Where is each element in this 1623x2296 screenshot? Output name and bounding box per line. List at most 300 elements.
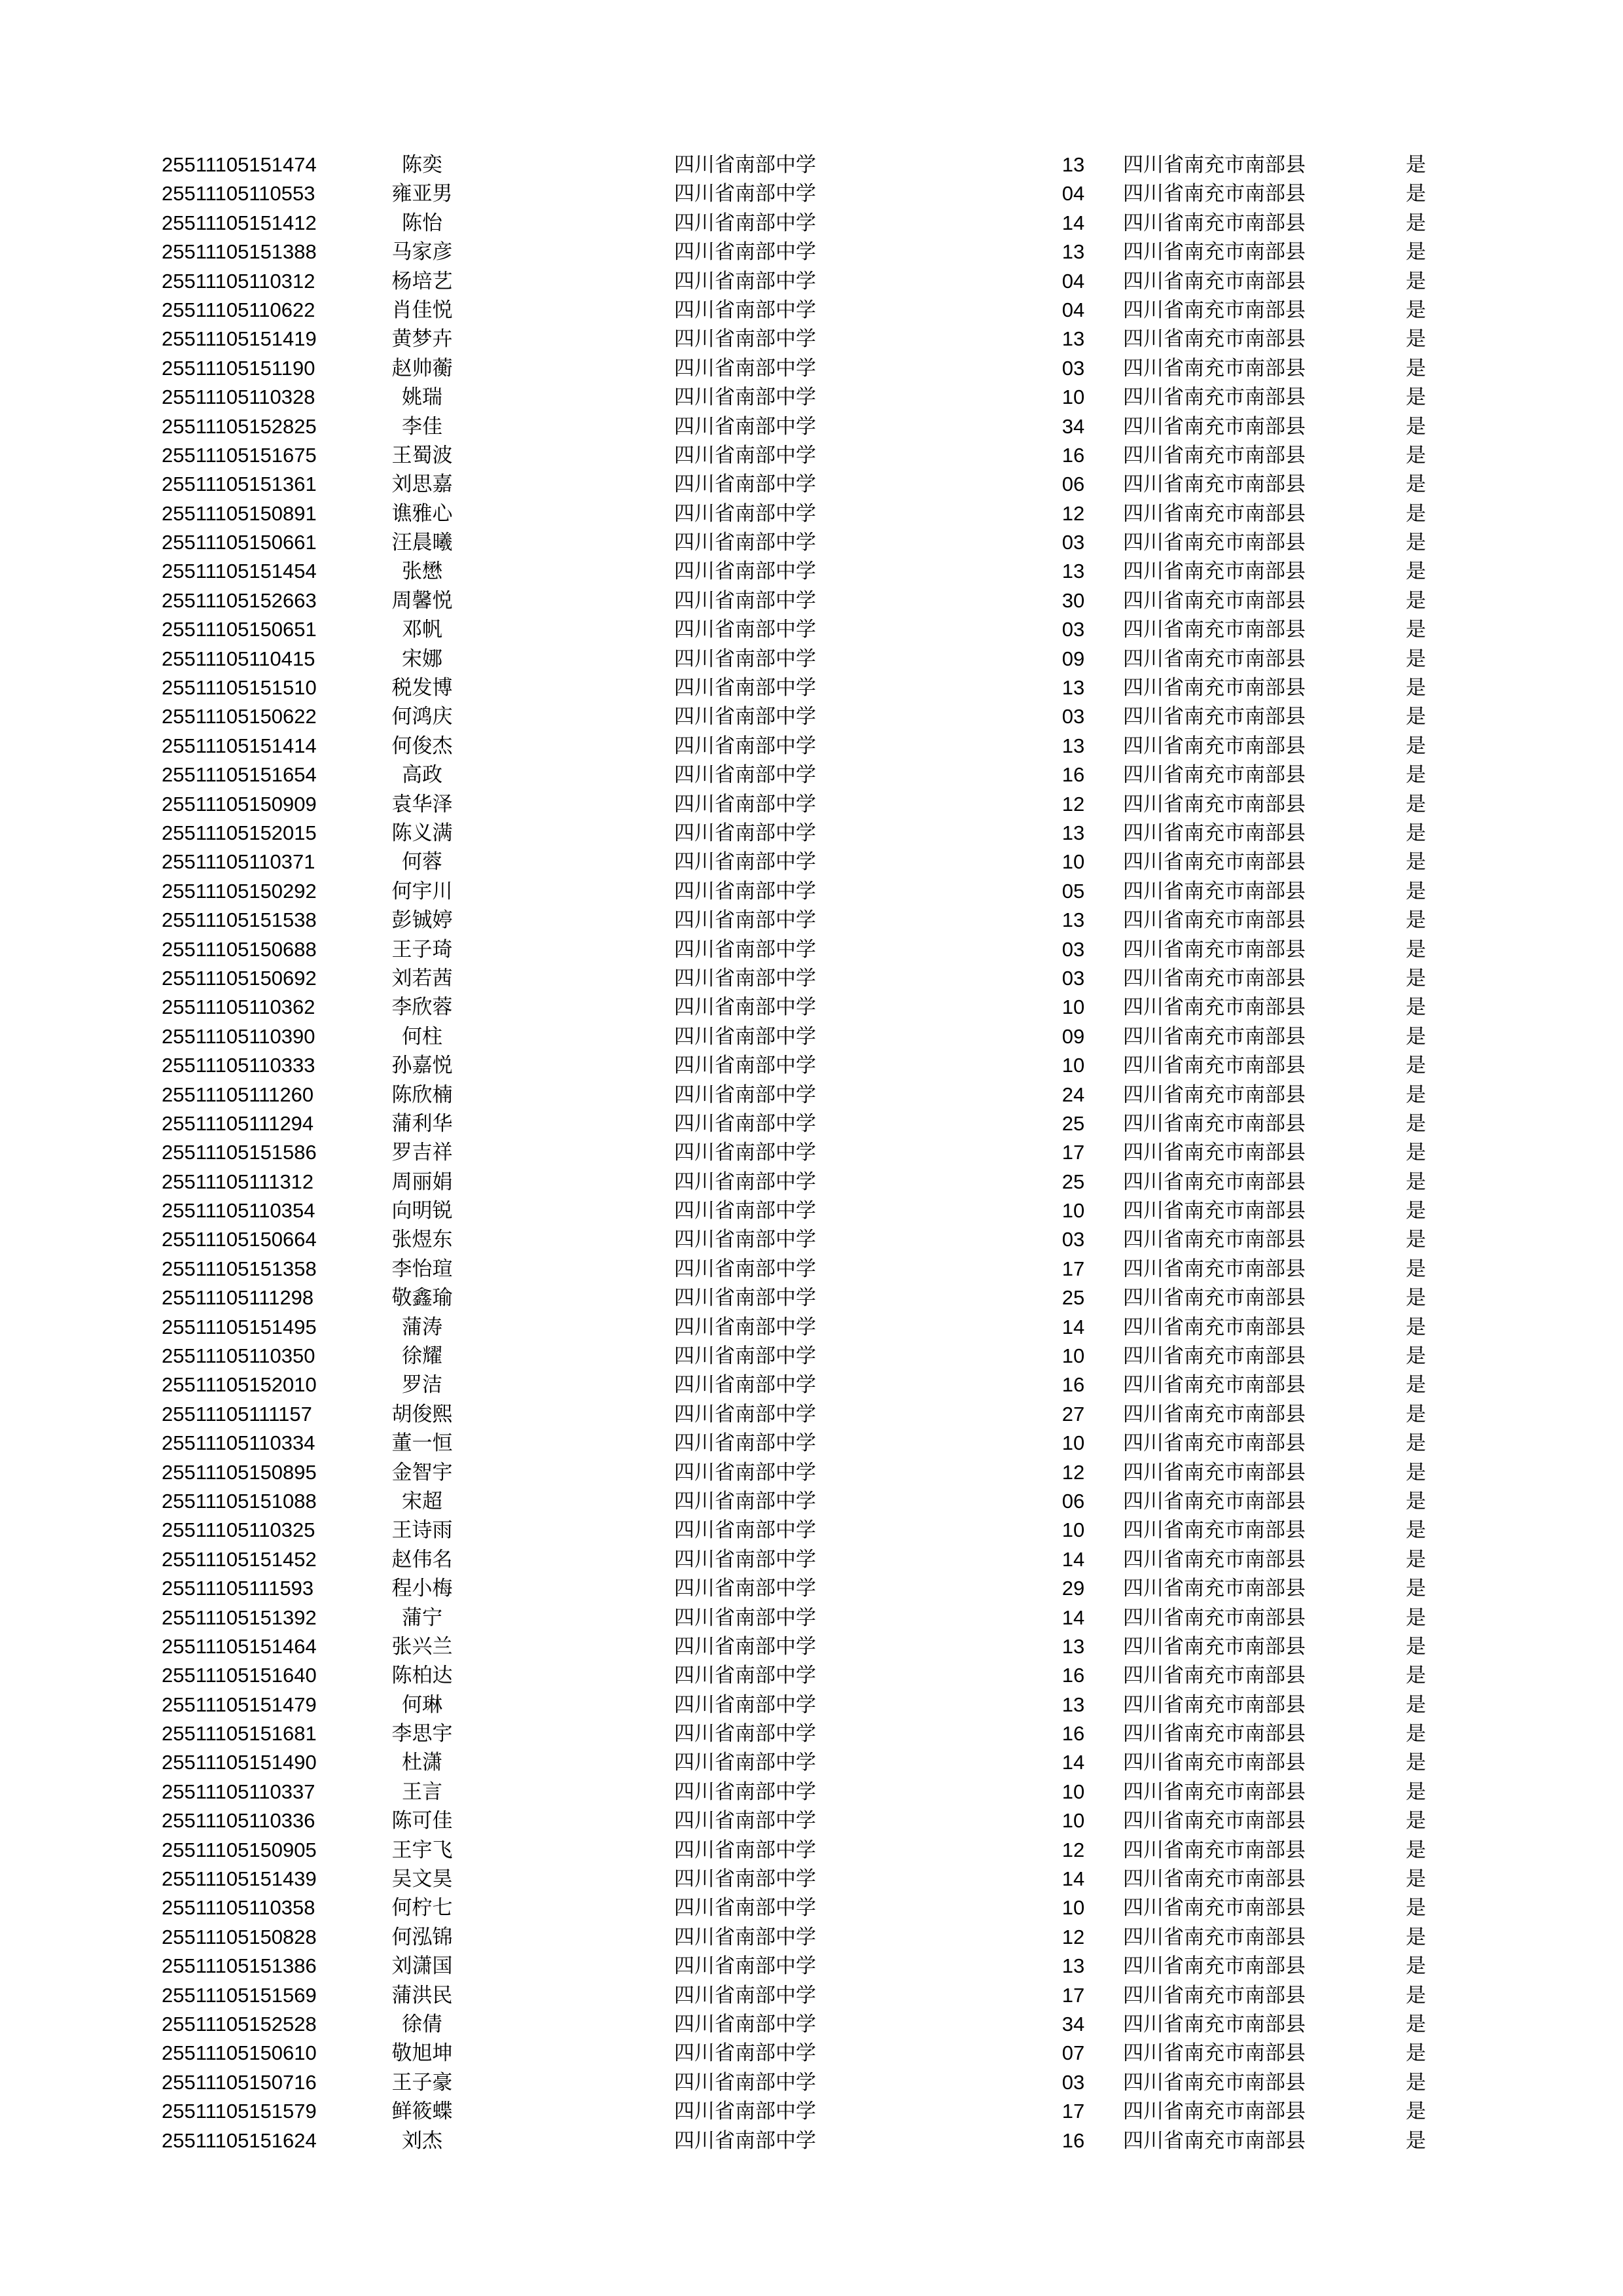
flag-cell: 是 (1406, 1199, 1426, 1223)
flag-cell: 是 (1406, 1547, 1426, 1571)
flag-cell: 是 (1406, 821, 1426, 845)
table-row (0, 964, 1623, 993)
flag-cell: 是 (1406, 1780, 1426, 1804)
region-cell: 四川省南充市南部县 (1123, 2070, 1306, 2094)
region-cell: 四川省南充市南部县 (1123, 1344, 1306, 1369)
school-cell: 四川省南部中学 (674, 182, 816, 206)
student-id-cell: 25511105111157 (162, 1402, 312, 1426)
region-cell: 四川省南充市南部县 (1123, 153, 1306, 177)
school-cell: 四川省南部中学 (674, 1257, 816, 1281)
code-cell: 10 (1061, 1199, 1085, 1223)
table-row (0, 383, 1623, 412)
table-row (0, 1574, 1623, 1603)
region-cell: 四川省南充市南部县 (1123, 1228, 1306, 1252)
student-id-cell: 25511105110415 (162, 647, 315, 670)
flag-cell: 是 (1406, 1054, 1426, 1078)
region-cell: 四川省南充市南部县 (1123, 298, 1306, 322)
region-cell: 四川省南充市南部县 (1123, 2100, 1306, 2124)
student-name-cell: 何柱 (402, 1024, 442, 1049)
code-cell: 34 (1061, 414, 1085, 438)
school-cell: 四川省南部中学 (674, 560, 816, 584)
flag-cell: 是 (1406, 647, 1426, 671)
table-row (0, 1371, 1623, 1399)
table-row (0, 1865, 1623, 1893)
table-row (0, 1952, 1623, 1981)
student-id-cell: 25511105152010 (162, 1373, 317, 1397)
code-cell: 13 (1061, 908, 1085, 932)
code-cell: 12 (1061, 501, 1085, 525)
region-cell: 四川省南充市南部县 (1123, 2013, 1306, 2036)
code-cell: 03 (1061, 1228, 1085, 1251)
school-cell: 四川省南部中学 (674, 996, 816, 1020)
code-cell: 13 (1061, 734, 1085, 757)
student-id-cell: 25511105150891 (162, 501, 317, 525)
student-name-cell: 邓帆 (402, 618, 442, 642)
flag-cell: 是 (1406, 1983, 1426, 2007)
code-cell: 13 (1061, 240, 1085, 264)
flag-cell: 是 (1406, 588, 1426, 613)
school-cell: 四川省南部中学 (674, 1693, 816, 1717)
table-row (0, 732, 1623, 761)
region-cell: 四川省南充市南部县 (1123, 1867, 1306, 1892)
student-name-cell: 徐耀 (402, 1344, 442, 1369)
flag-cell: 是 (1406, 879, 1426, 903)
table-row (0, 1778, 1623, 1806)
flag-cell: 是 (1406, 1605, 1426, 1630)
student-id-cell: 25511105151579 (162, 2100, 317, 2123)
code-cell: 10 (1061, 386, 1085, 409)
region-cell: 四川省南充市南部县 (1123, 1664, 1306, 1688)
school-cell: 四川省南部中学 (674, 850, 816, 874)
table-row (0, 557, 1623, 586)
code-cell: 13 (1061, 153, 1085, 176)
region-cell: 四川省南充市南部县 (1123, 1925, 1306, 1949)
table-row (0, 1081, 1623, 1109)
flag-cell: 是 (1406, 1111, 1426, 1136)
region-cell: 四川省南充市南部县 (1123, 792, 1306, 816)
flag-cell: 是 (1406, 1373, 1426, 1397)
code-cell: 13 (1061, 327, 1085, 351)
school-cell: 四川省南部中学 (674, 2128, 816, 2153)
flag-cell: 是 (1406, 1489, 1426, 1513)
student-name-cell: 宋娜 (402, 647, 442, 671)
flag-cell: 是 (1406, 1170, 1426, 1194)
region-cell: 四川省南充市南部县 (1123, 821, 1306, 845)
region-cell: 四川省南充市南部县 (1123, 734, 1306, 758)
school-cell: 四川省南部中学 (674, 1867, 816, 1892)
code-cell: 07 (1061, 2041, 1085, 2065)
student-name-cell: 肖佳悦 (391, 298, 453, 322)
region-cell: 四川省南充市南部县 (1123, 1460, 1306, 1484)
student-id-cell: 25511105151190 (162, 356, 315, 380)
student-id-cell: 25511105150688 (162, 937, 317, 961)
table-row (0, 790, 1623, 819)
school-cell: 四川省南部中学 (674, 240, 816, 264)
school-cell: 四川省南部中学 (674, 1838, 816, 1862)
student-name-cell: 赵伟名 (391, 1547, 453, 1571)
student-id-cell: 25511105151454 (162, 560, 317, 583)
school-cell: 四川省南部中学 (674, 763, 816, 787)
student-name-cell: 雍亚男 (391, 182, 453, 206)
student-name-cell: 张兴兰 (391, 1634, 453, 1659)
region-cell: 四川省南充市南部县 (1123, 1286, 1306, 1310)
flag-cell: 是 (1406, 850, 1426, 874)
school-cell: 四川省南部中学 (674, 1518, 816, 1543)
region-cell: 四川省南充市南部县 (1123, 966, 1306, 990)
code-cell: 10 (1061, 1518, 1085, 1542)
student-name-cell: 金智宇 (391, 1460, 453, 1484)
region-cell: 四川省南充市南部县 (1123, 1054, 1306, 1078)
region-cell: 四川省南充市南部县 (1123, 211, 1306, 235)
flag-cell: 是 (1406, 531, 1426, 555)
code-cell: 16 (1061, 1664, 1085, 1687)
region-cell: 四川省南充市南部县 (1123, 501, 1306, 526)
region-cell: 四川省南充市南部县 (1123, 443, 1306, 467)
school-cell: 四川省南部中学 (674, 2041, 816, 2066)
code-cell: 14 (1061, 1605, 1085, 1629)
region-cell: 四川省南充市南部县 (1123, 1199, 1306, 1223)
flag-cell: 是 (1406, 1402, 1426, 1426)
student-name-cell: 马家彦 (391, 240, 453, 264)
student-id-cell: 25511105150622 (162, 705, 317, 728)
table-row (0, 2068, 1623, 2097)
region-cell: 四川省南充市南部县 (1123, 1141, 1306, 1165)
flag-cell: 是 (1406, 1867, 1426, 1892)
flag-cell: 是 (1406, 1083, 1426, 1107)
student-id-cell: 25511105151452 (162, 1547, 317, 1571)
student-name-cell: 王宇飞 (391, 1838, 453, 1862)
code-cell: 17 (1061, 2100, 1085, 2123)
table-row (0, 151, 1623, 179)
code-cell: 10 (1061, 1054, 1085, 1077)
student-id-cell: 25511105150664 (162, 1228, 317, 1251)
table-row (0, 906, 1623, 935)
code-cell: 03 (1061, 937, 1085, 961)
code-cell: 10 (1061, 1780, 1085, 1803)
region-cell: 四川省南充市南部县 (1123, 908, 1306, 933)
code-cell: 03 (1061, 531, 1085, 554)
table-row (0, 1981, 1623, 2010)
student-id-cell: 25511105151654 (162, 763, 317, 787)
table-row (0, 1487, 1623, 1516)
school-cell: 四川省南部中学 (674, 937, 816, 961)
region-cell: 四川省南充市南部县 (1123, 182, 1306, 206)
table-row (0, 1604, 1623, 1632)
school-cell: 四川省南部中学 (674, 1024, 816, 1049)
flag-cell: 是 (1406, 1925, 1426, 1949)
flag-cell: 是 (1406, 182, 1426, 206)
school-cell: 四川省南部中学 (674, 821, 816, 845)
school-cell: 四川省南部中学 (674, 1605, 816, 1630)
region-cell: 四川省南充市南部县 (1123, 414, 1306, 439)
table-row (0, 1225, 1623, 1254)
code-cell: 03 (1061, 2070, 1085, 2094)
table-row (0, 2126, 1623, 2155)
table-row (0, 877, 1623, 906)
flag-cell: 是 (1406, 414, 1426, 439)
code-cell: 13 (1061, 1634, 1085, 1658)
school-cell: 四川省南部中学 (674, 734, 816, 758)
student-name-cell: 何宇川 (391, 879, 453, 903)
student-name-cell: 何俊杰 (391, 734, 453, 758)
student-id-cell: 25511105150895 (162, 1460, 317, 1484)
student-name-cell: 王诗雨 (391, 1518, 453, 1543)
school-cell: 四川省南部中学 (674, 1315, 816, 1339)
region-cell: 四川省南充市南部县 (1123, 1170, 1306, 1194)
student-id-cell: 25511105151675 (162, 443, 317, 467)
table-row (0, 1255, 1623, 1283)
code-cell: 10 (1061, 1809, 1085, 1833)
region-cell: 四川省南充市南部县 (1123, 1577, 1306, 1601)
flag-cell: 是 (1406, 2100, 1426, 2124)
student-id-cell: 25511105151386 (162, 1954, 317, 1978)
school-cell: 四川省南部中学 (674, 1577, 816, 1601)
student-id-cell: 25511105151624 (162, 2128, 317, 2152)
region-cell: 四川省南充市南部县 (1123, 1373, 1306, 1397)
table-row (0, 354, 1623, 383)
student-name-cell: 蒲洪民 (391, 1983, 453, 2007)
flag-cell: 是 (1406, 240, 1426, 264)
table-row (0, 993, 1623, 1022)
code-cell: 16 (1061, 1373, 1085, 1397)
school-cell: 四川省南部中学 (674, 443, 816, 467)
data-table (0, 151, 1623, 2155)
school-cell: 四川省南部中学 (674, 1722, 816, 1746)
flag-cell: 是 (1406, 966, 1426, 990)
table-row (0, 1283, 1623, 1312)
student-id-cell: 25511105151538 (162, 908, 317, 932)
code-cell: 17 (1061, 1141, 1085, 1164)
student-name-cell: 彭铖婷 (391, 908, 453, 933)
student-id-cell: 25511105110337 (162, 1780, 315, 1803)
student-name-cell: 吴文昊 (391, 1867, 453, 1892)
code-cell: 16 (1061, 763, 1085, 787)
student-id-cell: 25511105151495 (162, 1315, 317, 1338)
student-id-cell: 25511105151361 (162, 473, 317, 496)
flag-cell: 是 (1406, 1664, 1426, 1688)
student-id-cell: 25511105151088 (162, 1489, 317, 1513)
student-id-cell: 25511105151414 (162, 734, 317, 757)
school-cell: 四川省南部中学 (674, 1954, 816, 1979)
student-name-cell: 陈柏达 (391, 1664, 453, 1688)
region-cell: 四川省南充市南部县 (1123, 937, 1306, 961)
region-cell: 四川省南充市南部县 (1123, 879, 1306, 903)
table-row (0, 412, 1623, 441)
flag-cell: 是 (1406, 908, 1426, 933)
student-id-cell: 25511105152528 (162, 2013, 317, 2036)
code-cell: 14 (1061, 211, 1085, 234)
flag-cell: 是 (1406, 2070, 1426, 2094)
table-row (0, 1719, 1623, 1748)
flag-cell: 是 (1406, 211, 1426, 235)
region-cell: 四川省南充市南部县 (1123, 1024, 1306, 1049)
school-cell: 四川省南部中学 (674, 1431, 816, 1456)
student-name-cell: 周馨悦 (391, 588, 453, 613)
student-id-cell: 25511105110350 (162, 1344, 315, 1368)
student-id-cell: 25511105151464 (162, 1634, 317, 1658)
student-id-cell: 25511105110334 (162, 1431, 315, 1455)
code-cell: 09 (1061, 647, 1085, 670)
code-cell: 14 (1061, 1867, 1085, 1891)
code-cell: 25 (1061, 1111, 1085, 1135)
flag-cell: 是 (1406, 1809, 1426, 1833)
table-row (0, 1429, 1623, 1458)
flag-cell: 是 (1406, 1460, 1426, 1484)
flag-cell: 是 (1406, 1518, 1426, 1543)
code-cell: 13 (1061, 1693, 1085, 1716)
student-name-cell: 汪晨曦 (391, 531, 453, 555)
student-name-cell: 杜潇 (402, 1751, 442, 1775)
region-cell: 四川省南充市南部县 (1123, 618, 1306, 642)
student-id-cell: 25511105151392 (162, 1605, 317, 1629)
region-cell: 四川省南充市南部县 (1123, 1838, 1306, 1862)
table-row (0, 702, 1623, 731)
flag-cell: 是 (1406, 1693, 1426, 1717)
student-name-cell: 袁华泽 (391, 792, 453, 816)
school-cell: 四川省南部中学 (674, 1751, 816, 1775)
flag-cell: 是 (1406, 1722, 1426, 1746)
student-id-cell: 25511105151419 (162, 327, 317, 351)
school-cell: 四川省南部中学 (674, 1925, 816, 1949)
student-id-cell: 25511105151479 (162, 1693, 317, 1716)
flag-cell: 是 (1406, 1634, 1426, 1659)
table-row (0, 441, 1623, 470)
table-row (0, 1196, 1623, 1225)
student-id-cell: 25511105110325 (162, 1518, 315, 1542)
region-cell: 四川省南充市南部县 (1123, 588, 1306, 613)
school-cell: 四川省南部中学 (674, 705, 816, 729)
flag-cell: 是 (1406, 792, 1426, 816)
student-name-cell: 罗洁 (402, 1373, 442, 1397)
school-cell: 四川省南部中学 (674, 153, 816, 177)
table-row (0, 528, 1623, 557)
school-cell: 四川省南部中学 (674, 588, 816, 613)
school-cell: 四川省南部中学 (674, 1664, 816, 1688)
school-cell: 四川省南部中学 (674, 1111, 816, 1136)
region-cell: 四川省南充市南部县 (1123, 763, 1306, 787)
region-cell: 四川省南充市南部县 (1123, 1896, 1306, 1920)
region-cell: 四川省南充市南部县 (1123, 269, 1306, 293)
flag-cell: 是 (1406, 386, 1426, 410)
region-cell: 四川省南充市南部县 (1123, 676, 1306, 700)
table-row (0, 1051, 1623, 1080)
student-id-cell: 25511105110622 (162, 298, 315, 321)
table-row (0, 499, 1623, 528)
code-cell: 16 (1061, 443, 1085, 467)
table-row (0, 1923, 1623, 1952)
code-cell: 12 (1061, 792, 1085, 816)
region-cell: 四川省南充市南部县 (1123, 850, 1306, 874)
student-id-cell: 25511105150661 (162, 531, 317, 554)
region-cell: 四川省南充市南部县 (1123, 1111, 1306, 1136)
table-row (0, 1313, 1623, 1342)
code-cell: 10 (1061, 1431, 1085, 1455)
student-id-cell: 25511105150828 (162, 1925, 317, 1948)
student-id-cell: 25511105151569 (162, 1983, 317, 2007)
code-cell: 03 (1061, 618, 1085, 641)
school-cell: 四川省南部中学 (674, 501, 816, 526)
student-id-cell: 25511105152825 (162, 414, 317, 438)
student-name-cell: 徐倩 (402, 2013, 442, 2036)
school-cell: 四川省南部中学 (674, 618, 816, 642)
school-cell: 四川省南部中学 (674, 966, 816, 990)
student-name-cell: 赵帅蘅 (391, 356, 453, 380)
code-cell: 09 (1061, 1024, 1085, 1048)
table-row (0, 1109, 1623, 1138)
school-cell: 四川省南部中学 (674, 269, 816, 293)
flag-cell: 是 (1406, 1344, 1426, 1369)
table-row (0, 2010, 1623, 2039)
code-cell: 14 (1061, 1315, 1085, 1338)
student-id-cell: 25511105110371 (162, 850, 315, 874)
code-cell: 04 (1061, 269, 1085, 293)
student-id-cell: 25511105151681 (162, 1722, 317, 1746)
student-name-cell: 李佳 (402, 414, 442, 439)
flag-cell: 是 (1406, 327, 1426, 351)
student-id-cell: 25511105110336 (162, 1809, 315, 1833)
code-cell: 17 (1061, 1257, 1085, 1280)
school-cell: 四川省南部中学 (674, 473, 816, 497)
flag-cell: 是 (1406, 1228, 1426, 1252)
code-cell: 17 (1061, 1983, 1085, 2007)
student-id-cell: 25511105110362 (162, 996, 315, 1019)
code-cell: 06 (1061, 1489, 1085, 1513)
student-name-cell: 鲜筱蝶 (391, 2100, 453, 2124)
student-id-cell: 25511105150716 (162, 2070, 317, 2094)
table-row (0, 238, 1623, 266)
code-cell: 12 (1061, 1925, 1085, 1948)
table-row (0, 1168, 1623, 1196)
flag-cell: 是 (1406, 705, 1426, 729)
code-cell: 13 (1061, 821, 1085, 844)
student-name-cell: 罗吉祥 (391, 1141, 453, 1165)
code-cell: 10 (1061, 1896, 1085, 1920)
student-name-cell: 蒲利华 (391, 1111, 453, 1136)
region-cell: 四川省南充市南部县 (1123, 531, 1306, 555)
student-id-cell: 25511105152663 (162, 588, 317, 612)
region-cell: 四川省南充市南部县 (1123, 386, 1306, 410)
school-cell: 四川省南部中学 (674, 1344, 816, 1369)
student-id-cell: 25511105110553 (162, 182, 315, 206)
student-id-cell: 25511105111312 (162, 1170, 314, 1193)
flag-cell: 是 (1406, 1315, 1426, 1339)
region-cell: 四川省南充市南部县 (1123, 327, 1306, 351)
student-id-cell: 25511105111298 (162, 1286, 314, 1310)
region-cell: 四川省南充市南部县 (1123, 1722, 1306, 1746)
student-id-cell: 25511105150610 (162, 2041, 317, 2065)
student-name-cell: 杨培艺 (391, 269, 453, 293)
school-cell: 四川省南部中学 (674, 1634, 816, 1659)
flag-cell: 是 (1406, 298, 1426, 322)
student-id-cell: 25511105151640 (162, 1664, 317, 1687)
student-name-cell: 陈奕 (402, 153, 442, 177)
flag-cell: 是 (1406, 2041, 1426, 2066)
code-cell: 06 (1061, 473, 1085, 496)
school-cell: 四川省南部中学 (674, 647, 816, 671)
school-cell: 四川省南部中学 (674, 908, 816, 933)
school-cell: 四川省南部中学 (674, 327, 816, 351)
table-row (0, 470, 1623, 499)
table-row (0, 2097, 1623, 2126)
table-row (0, 1516, 1623, 1545)
student-name-cell: 程小梅 (391, 1577, 453, 1601)
school-cell: 四川省南部中学 (674, 676, 816, 700)
flag-cell: 是 (1406, 937, 1426, 961)
student-name-cell: 何鸿庆 (391, 705, 453, 729)
table-row (0, 586, 1623, 615)
code-cell: 24 (1061, 1083, 1085, 1106)
school-cell: 四川省南部中学 (674, 1286, 816, 1310)
